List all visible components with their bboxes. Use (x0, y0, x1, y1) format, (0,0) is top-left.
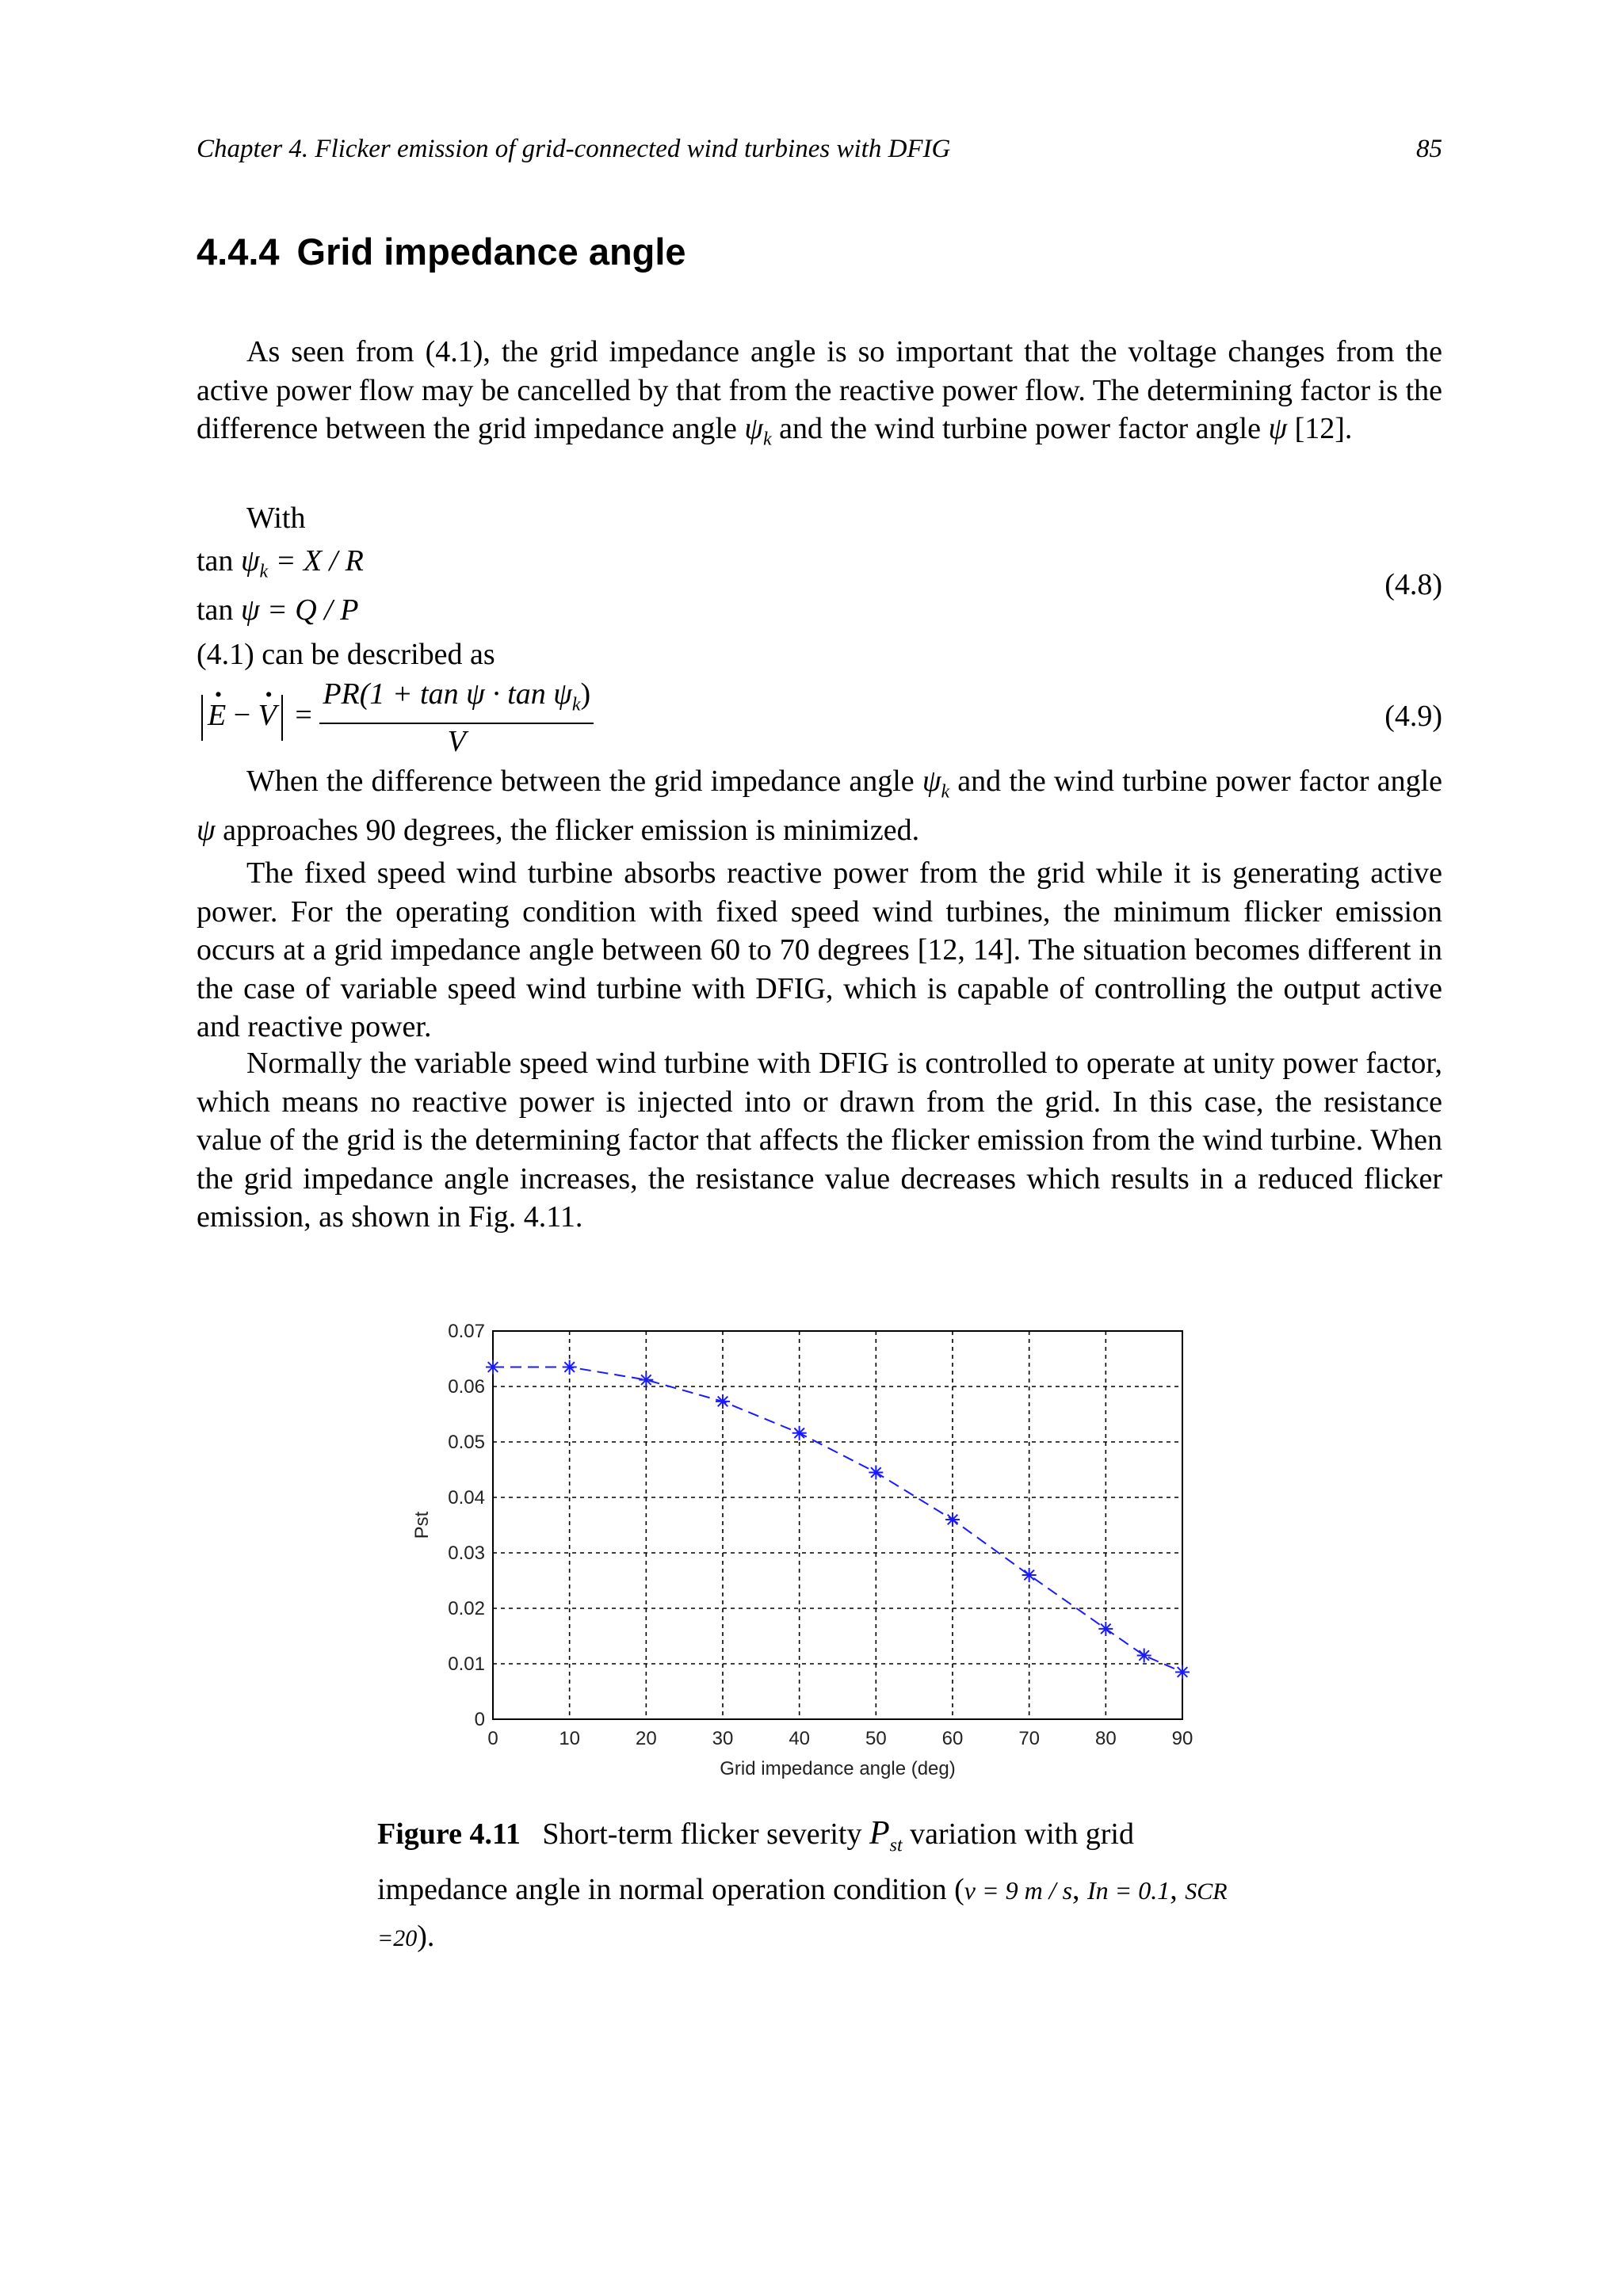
plot-area (493, 1331, 1182, 1719)
section-title: Grid impedance angle (296, 231, 686, 273)
y-tick-label: 0.07 (448, 1321, 485, 1342)
pst-symbol: $P_{st}$ (869, 1815, 903, 1856)
psi-symbol: ψ (1268, 412, 1288, 445)
x-tick-label: 80 (1094, 1728, 1117, 1749)
equation-tan-psi-k: $\tan \psi_k = X / R$ (197, 544, 364, 582)
header-title: Chapter 4. Flicker emission of grid-connected wind turbines with DFIG (197, 135, 951, 163)
x-tick-label: 90 (1171, 1728, 1193, 1749)
caption-scr: SCR =20 (377, 1878, 1228, 1952)
y-tick-label: 0.03 (448, 1543, 485, 1564)
x-tick-label: 0 (487, 1728, 498, 1749)
p1-text-c: [12]. (1294, 412, 1353, 445)
x-tick-label: 20 (635, 1728, 657, 1749)
x-axis-label: Grid impedance angle (deg) (720, 1758, 956, 1779)
running-header (197, 132, 1442, 166)
equation-tan-psi: tan ψ = Q / P (197, 593, 359, 627)
equation-voltage-change: . E − . V = $\frac{PR(1 + \tan \psi \cdot \tan \psi_k)}{V}$ (197, 677, 594, 759)
p1-text-b: and the wind turbine power factor angle (779, 412, 1261, 445)
paragraph-4: Normally the variable speed wind turbine with DFIG is controlled to operate at unity power factor, which means no reactive power is injected into or drawn from the grid. In this case, the resistance value of the grid is the determining factor that affects the flicker emission from the wind turbine. When the grid impedance angle increases, the resistance value decreases which results in a reduced flicker emission, as shown in Fig. 4.11. (197, 1047, 1442, 1234)
x-tick-label: 70 (1018, 1728, 1041, 1749)
psi-k-symbol: $\psi_k$ (744, 412, 772, 450)
x-tick-label: 10 (559, 1728, 581, 1749)
caption-text-b: variation with grid impedance angle in normal operation condition ( (377, 1817, 1134, 1907)
pst-line-chart (396, 1307, 1220, 1798)
caption-label: Figure 4.11 (377, 1817, 521, 1851)
y-tick-label: 0.01 (448, 1653, 485, 1675)
y-axis-label: Pst (411, 1511, 433, 1539)
figure-4-11 (396, 1307, 1220, 1802)
caption-text-a: Short-term flicker severity (542, 1817, 862, 1851)
x-tick-label: 60 (941, 1728, 964, 1749)
paragraph-2: When the difference between the grid impedance angle $\psi_k$ and the wind turbine power factor angle ψ approaches 90 degrees, the flicker emission is minimized. (197, 765, 1443, 848)
y-tick-label: 0.05 (448, 1432, 485, 1453)
with-text: With (246, 502, 306, 535)
equation-label-4-8: (4.8) (1384, 568, 1442, 601)
section-heading (197, 228, 686, 276)
equation-label-4-9: (4.9) (1384, 700, 1442, 733)
section-number: 4.4.4 (197, 231, 280, 273)
page-number: 85 (1416, 135, 1442, 163)
y-tick-label: 0.02 (448, 1598, 485, 1619)
x-tick-label: 40 (789, 1728, 811, 1749)
caption-in: In = 0.1 (1087, 1876, 1170, 1905)
y-tick-label: 0.06 (448, 1376, 485, 1398)
paragraph-1 (197, 333, 1442, 459)
figure-caption: Figure 4.11 Short-term flicker severity $P_{st}$ variation with grid impedance angle in normal operation condition (v = 9 m / s, In = 0.1, SCR =20). (377, 1815, 1228, 1954)
y-tick-label: 0.04 (448, 1487, 485, 1508)
paragraph-3: The fixed speed wind turbine absorbs reactive power from the grid while it is generating active power. For the operating condition with fixed speed wind turbines, the minimum flicker emission occurs at a grid impedance angle between 60 to 70 degrees [12, 14]. The situation becomes different in the case of variable speed wind turbine with DFIG, which is capable of controlling the output active and reactive power. (197, 856, 1442, 1043)
x-tick-label: 50 (865, 1728, 887, 1749)
described-text: (4.1) can be described as (197, 638, 495, 671)
p1-text-a: As seen from (4.1), the grid impedance angle is so important that the voltage changes from the active power flow may be cancelled by that from the reactive power flow. The determining factor is the difference between the grid impedance angle (197, 335, 1442, 445)
y-tick-label: 0 (474, 1709, 485, 1730)
caption-speed: v = 9 m / s (964, 1876, 1073, 1905)
x-tick-label: 30 (712, 1728, 734, 1749)
